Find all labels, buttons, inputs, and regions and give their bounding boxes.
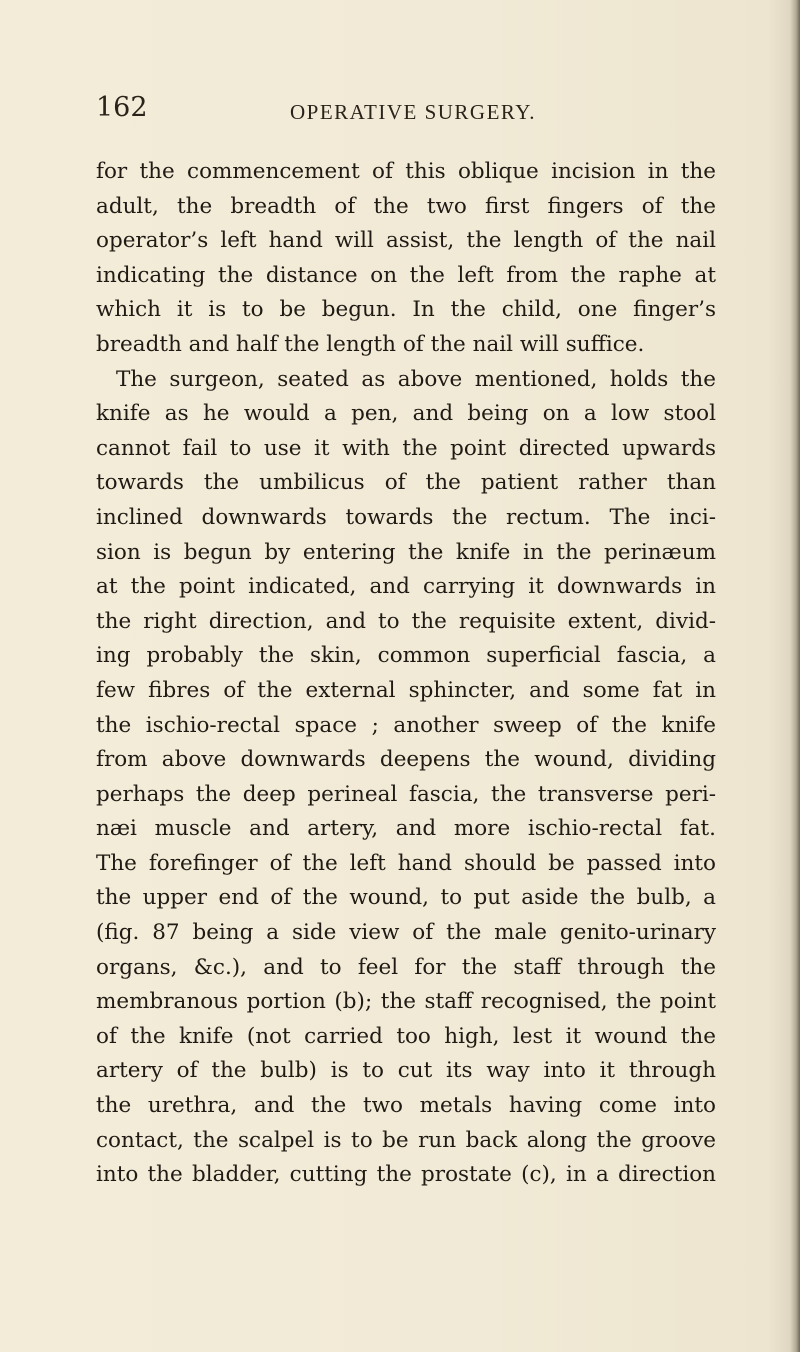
text-line: The surgeon, seated as above mentioned, holds the — [116, 366, 716, 392]
text-line: ing probably the skin, common superficial fascia, a — [96, 643, 716, 669]
text-line: indicating the distance on the left from the raphe at — [96, 262, 716, 288]
text-line: at the point indicated, and carrying it downwards in — [96, 574, 716, 600]
text-line: organs, &c.), and to feel for the staff through the — [96, 954, 716, 980]
page-edge-shadow — [790, 0, 800, 1352]
text-line: the upper end of the wound, to put aside the bulb, a — [96, 885, 716, 911]
body-text — [96, 155, 716, 1193]
text-line: operator’s left hand will assist, the length of the nail — [96, 228, 716, 254]
text-line: for the commencement of this oblique incision in the — [96, 159, 716, 184]
text-line: knife as he would a pen, and being on a low stool — [96, 401, 716, 427]
text-line: few fibres of the external sphincter, and some fat in — [96, 677, 716, 703]
text-line: The forefinger of the left hand should be passed into — [96, 850, 716, 876]
text-line: breadth and half the length of the nail will suffice. — [96, 331, 645, 357]
text-line: the ischio-rectal space ; another sweep of the knife — [96, 712, 716, 738]
text-line: sion is begun by entering the knife in the perinæum — [96, 539, 716, 565]
text-line: adult, the breadth of the two first fingers of the — [96, 193, 716, 219]
text-line: cannot fail to use it with the point directed upwards — [96, 435, 716, 461]
text-line: which it is to be begun. In the child, one finger’s — [96, 297, 716, 323]
page-number: 162 — [96, 92, 148, 123]
text-line: the right direction, and to the requisite extent, divid- — [96, 608, 716, 634]
page-header — [0, 92, 800, 132]
text-line: from above downwards deepens the wound, dividing — [96, 747, 716, 773]
text-line: inclined downwards towards the rectum. The inci- — [96, 504, 716, 530]
text-line: of the knife (not carried too high, lest it wound the — [96, 1023, 716, 1049]
text-line: artery of the bulb) is to cut its way into it through — [96, 1058, 716, 1084]
text-line: into the bladder, cutting the prostate (c), in a direction — [96, 1162, 716, 1188]
text-line: the urethra, and the two metals having come into — [96, 1093, 716, 1119]
text-line: contact, the scalpel is to be run back along the groove — [96, 1127, 716, 1153]
text-line: perhaps the deep perineal fascia, the transverse peri- — [96, 781, 716, 807]
text-line: towards the umbilicus of the patient rather than — [96, 470, 716, 496]
text-line: membranous portion (b); the staff recognised, the point — [96, 989, 716, 1015]
text-line: næi muscle and artery, and more ischio-rectal fat. — [96, 816, 716, 842]
text-line: (fig. 87 being a side view of the male genito-urinary — [96, 920, 716, 946]
running-head: OPERATIVE SURGERY. — [290, 100, 536, 124]
